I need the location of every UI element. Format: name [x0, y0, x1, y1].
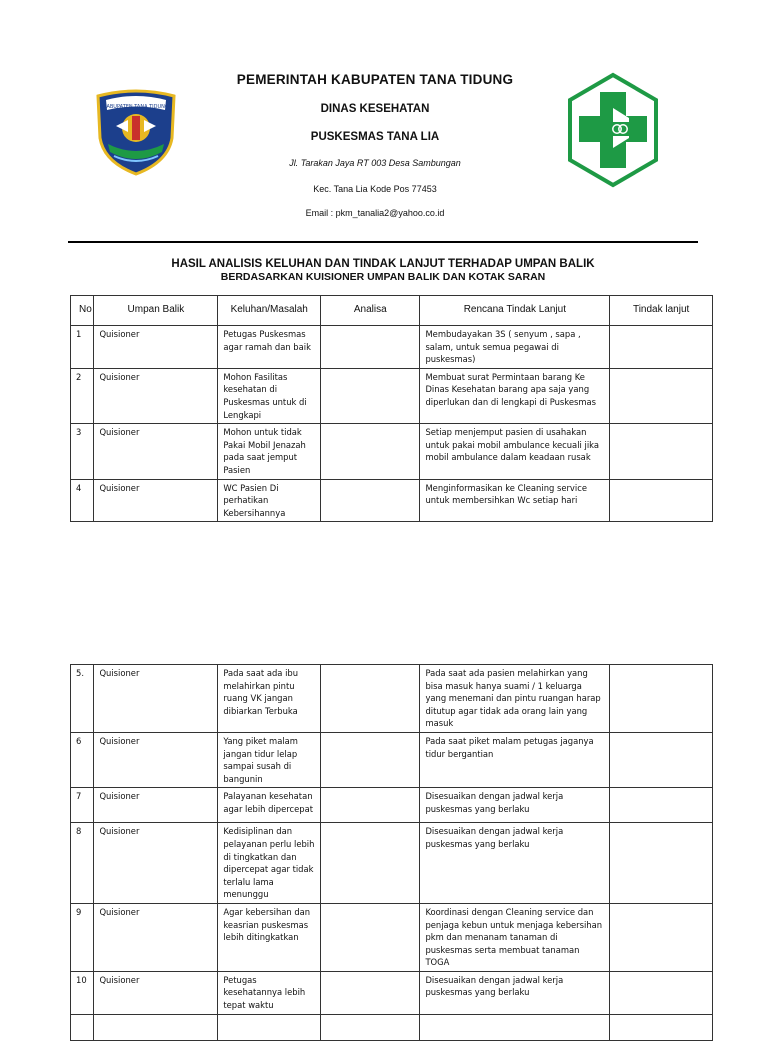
- cell-tindak-lanjut: [610, 1014, 713, 1040]
- table-row: [71, 424, 713, 479]
- table-row: [71, 971, 713, 1014]
- cell-rencana: Disesuaikan dengan jadwal kerja puskesmas yang berlaku: [420, 823, 610, 904]
- cell-keluhan: Mohon untuk tidak Pakai Mobil Jenazah pada saat jemput Pasien: [218, 424, 321, 479]
- cell-tindak-lanjut: [610, 823, 713, 904]
- cell-no: 4: [71, 479, 94, 522]
- cell-keluhan: Yang piket malam jangan tidur lelap sampai susah di bangunin: [218, 732, 321, 787]
- cell-no: 10: [71, 971, 94, 1014]
- clinic-name: PUSKESMAS TANA LIA: [310, 131, 440, 143]
- cell-analisa: [321, 326, 420, 369]
- cell-keluhan: Pada saat ada ibu melahirkan pintu ruang VK jangan dibiarkan Terbuka: [218, 665, 321, 733]
- cell-keluhan: Petugas kesehatannya lebih tepat waktu: [218, 971, 321, 1014]
- col-header-analisa: Analisa: [321, 296, 420, 326]
- cell-analisa: [321, 479, 420, 522]
- cell-analisa: [321, 1014, 420, 1040]
- table-row: [71, 368, 713, 423]
- cell-rencana: Membudayakan 3S ( senyum , sapa , salam, untuk semua pegawai di puskesmas): [420, 326, 610, 369]
- col-header-tindak-lanjut: Tindak lanjut: [610, 296, 713, 326]
- cell-keluhan: Palayanan kesehatan agar lebih dipercepat: [218, 788, 321, 823]
- table-row: [71, 732, 713, 787]
- cell-analisa: [321, 424, 420, 479]
- col-header-keluhan: Keluhan/Masalah: [218, 296, 321, 326]
- address: Jl. Tarakan Jaya RT 003 Desa Sambungan: [289, 158, 461, 168]
- cell-analisa: [321, 732, 420, 787]
- cell-rencana: Disesuaikan dengan jadwal kerja puskesmas yang berlaku: [420, 788, 610, 823]
- cell-analisa: [321, 823, 420, 904]
- cell-tindak-lanjut: [610, 479, 713, 522]
- cell-umpan-balik: [94, 1014, 218, 1040]
- cell-analisa: [321, 788, 420, 823]
- document-title: HASIL ANALISIS KELUHAN DAN TINDAK LANJUT TERHADAP UMPAN BALIK: [171, 258, 595, 270]
- table-row: [71, 823, 713, 904]
- cell-no: 5.: [71, 665, 94, 733]
- cell-tindak-lanjut: [610, 424, 713, 479]
- cell-no: 6: [71, 732, 94, 787]
- cell-umpan-balik: Quisioner: [94, 823, 218, 904]
- table-row: [71, 903, 713, 971]
- cell-umpan-balik: Quisioner: [94, 971, 218, 1014]
- cell-no: 7: [71, 788, 94, 823]
- regency-crest-logo: [92, 86, 180, 176]
- cell-rencana: Koordinasi dengan Cleaning service dan penjaga kebun untuk menjaga kebersihan pkm dan menanam tanaman di puskesmas serta membuat tanaman TOGA: [420, 903, 610, 971]
- cell-tindak-lanjut: [610, 788, 713, 823]
- cell-keluhan: WC Pasien Di perhatikan Kebersihannya: [218, 479, 321, 522]
- cell-umpan-balik: Quisioner: [94, 479, 218, 522]
- district: Kec. Tana Lia Kode Pos 77453: [313, 184, 437, 194]
- cell-no: 9: [71, 903, 94, 971]
- table-row: [71, 479, 713, 522]
- feedback-table-page1: [70, 295, 713, 522]
- col-header-no: No: [71, 296, 94, 326]
- cell-no: 8: [71, 823, 94, 904]
- crest-banner-text: KABUPATEN TANA TIDUNG: [103, 104, 169, 110]
- cell-rencana: Setiap menjemput pasien di usahakan untuk pakai mobil ambulance kecuali jika mobil ambulance dalam keadaan rusak: [420, 424, 610, 479]
- cell-analisa: [321, 971, 420, 1014]
- cell-tindak-lanjut: [610, 903, 713, 971]
- col-header-rencana: Rencana Tindak Lanjut: [420, 296, 610, 326]
- table-row: [71, 1014, 713, 1040]
- table-row: [71, 788, 713, 823]
- cell-rencana: Pada saat ada pasien melahirkan yang bisa masuk hanya suami / 1 keluarga yang menemani dan pintu ruangan harap ditutup agar tidak ada orang lain yang masuk: [420, 665, 610, 733]
- cell-tindak-lanjut: [610, 971, 713, 1014]
- cell-tindak-lanjut: [610, 326, 713, 369]
- cell-tindak-lanjut: [610, 665, 713, 733]
- cell-umpan-balik: Quisioner: [94, 424, 218, 479]
- letterhead: [0, 0, 768, 283]
- cell-rencana: Pada saat piket malam petugas jaganya tidur bergantian: [420, 732, 610, 787]
- feedback-table-page2: [70, 664, 713, 1041]
- table-header-row: [71, 296, 713, 326]
- cell-analisa: [321, 368, 420, 423]
- cell-tindak-lanjut: [610, 732, 713, 787]
- cell-keluhan: Kedisiplinan dan pelayanan perlu lebih di tingkatkan dan dipercepat agar tidak terlalu lama menunggu: [218, 823, 321, 904]
- cell-analisa: [321, 903, 420, 971]
- cell-umpan-balik: Quisioner: [94, 326, 218, 369]
- cell-keluhan: [218, 1014, 321, 1040]
- table-row: [71, 326, 713, 369]
- cell-rencana: Membuat surat Permintaan barang Ke Dinas Kesehatan barang apa saja yang diperlukan dan di lengkapi di Puskesmas: [420, 368, 610, 423]
- cell-umpan-balik: Quisioner: [94, 368, 218, 423]
- table-row: [71, 665, 713, 733]
- cell-no: 2: [71, 368, 94, 423]
- cell-no: 1: [71, 326, 94, 369]
- cell-keluhan: Petugas Puskesmas agar ramah dan baik: [218, 326, 321, 369]
- cell-umpan-balik: Quisioner: [94, 788, 218, 823]
- cell-keluhan: Mohon Fasilitas kesehatan di Puskesmas untuk di Lengkapi: [218, 368, 321, 423]
- cell-umpan-balik: Quisioner: [94, 665, 218, 733]
- cell-umpan-balik: Quisioner: [94, 903, 218, 971]
- cell-umpan-balik: Quisioner: [94, 732, 218, 787]
- cell-analisa: [321, 665, 420, 733]
- header-divider: [68, 241, 698, 243]
- cell-rencana: Menginformasikan ke Cleaning service untuk membersihkan Wc setiap hari: [420, 479, 610, 522]
- cell-tindak-lanjut: [610, 368, 713, 423]
- email: Email : pkm_tanalia2@yahoo.co.id: [305, 208, 445, 218]
- cell-no: [71, 1014, 94, 1040]
- col-header-umpan-balik: Umpan Balik: [94, 296, 218, 326]
- puskesmas-cross-logo: [567, 72, 659, 188]
- cell-no: 3: [71, 424, 94, 479]
- cell-rencana: [420, 1014, 610, 1040]
- cell-rencana: Disesuaikan dengan jadwal kerja puskesmas yang berlaku: [420, 971, 610, 1014]
- cell-keluhan: Agar kebersihan dan keasrian puskesmas lebih ditingkatkan: [218, 903, 321, 971]
- agency-name: DINAS KESEHATAN: [320, 103, 430, 115]
- document-subtitle: BERDASARKAN KUISIONER UMPAN BALIK DAN KOTAK SARAN: [220, 271, 546, 283]
- gov-name: PEMERINTAH KABUPATEN TANA TIDUNG: [236, 72, 514, 87]
